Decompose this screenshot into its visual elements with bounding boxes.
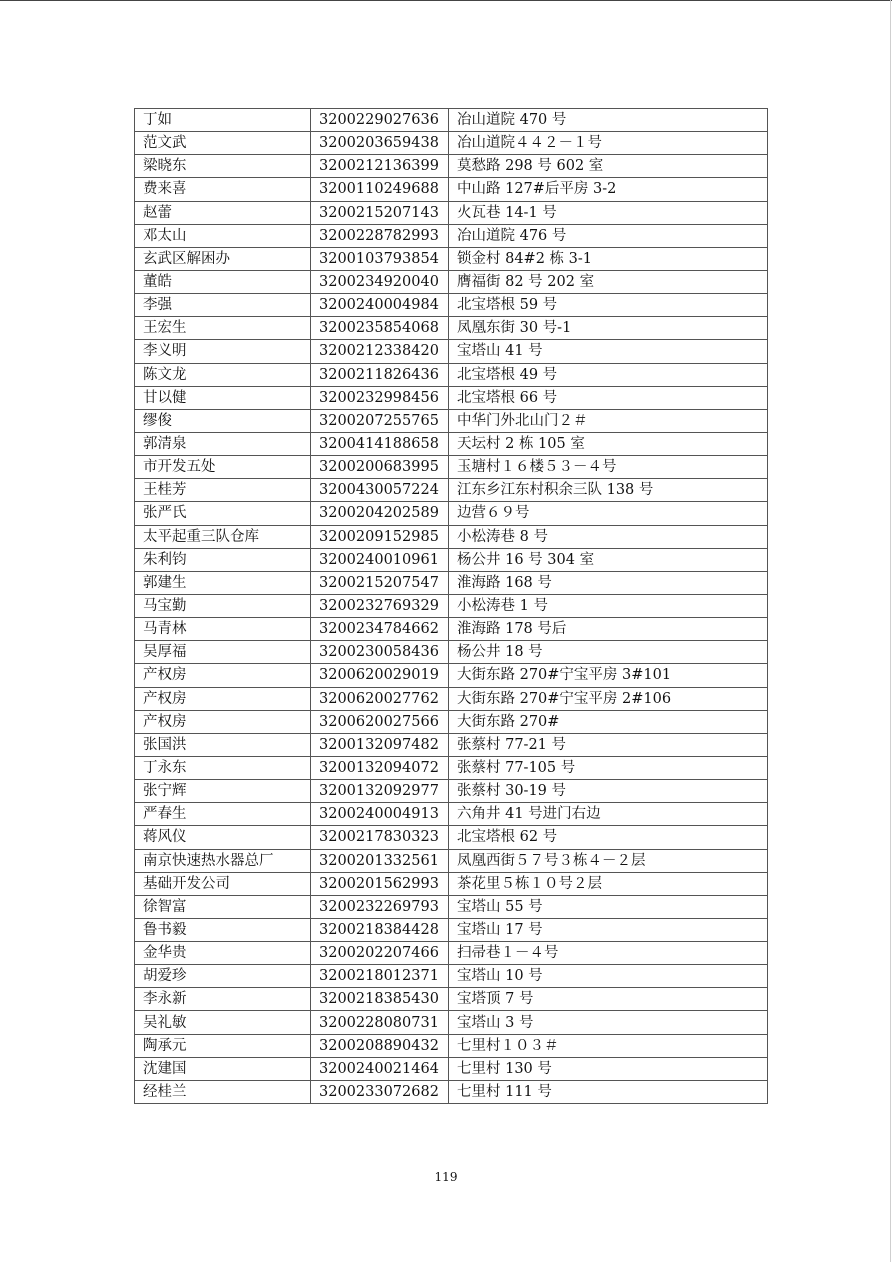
code-cell: 3200234920040 — [311, 270, 449, 293]
name-cell: 严春生 — [135, 803, 311, 826]
address-cell: 宝塔山 55 号 — [449, 895, 768, 918]
table-row — [135, 1034, 768, 1057]
table-row — [135, 340, 768, 363]
name-cell: 郭建生 — [135, 571, 311, 594]
address-cell: 边营６９号 — [449, 502, 768, 525]
name-cell: 范文武 — [135, 132, 311, 155]
name-cell: 产权房 — [135, 664, 311, 687]
code-cell: 3200202207466 — [311, 942, 449, 965]
table-row — [135, 224, 768, 247]
table-row — [135, 942, 768, 965]
code-cell: 3200103793854 — [311, 247, 449, 270]
address-cell: 六角井 41 号进门右边 — [449, 803, 768, 826]
records-table-body — [135, 109, 768, 1104]
table-row — [135, 317, 768, 340]
address-cell: 宝塔山 41 号 — [449, 340, 768, 363]
code-cell: 3200230058436 — [311, 641, 449, 664]
code-cell: 3200240010961 — [311, 548, 449, 571]
code-cell: 3200229027636 — [311, 109, 449, 132]
table-row — [135, 247, 768, 270]
code-cell: 3200414188658 — [311, 432, 449, 455]
table-row — [135, 178, 768, 201]
address-cell: 江东乡江东村积余三队 138 号 — [449, 479, 768, 502]
address-cell: 杨公井 16 号 304 室 — [449, 548, 768, 571]
name-cell: 缪俊 — [135, 409, 311, 432]
address-cell: 北宝塔根 49 号 — [449, 363, 768, 386]
address-cell: 玉塘村１６楼５３－４号 — [449, 456, 768, 479]
table-row — [135, 155, 768, 178]
name-cell: 丁永东 — [135, 756, 311, 779]
code-cell: 3200209152985 — [311, 525, 449, 548]
code-cell: 3200217830323 — [311, 826, 449, 849]
address-cell: 宝塔顶 7 号 — [449, 988, 768, 1011]
name-cell: 费来喜 — [135, 178, 311, 201]
name-cell: 陈文龙 — [135, 363, 311, 386]
table-row — [135, 1057, 768, 1080]
code-cell: 3200208890432 — [311, 1034, 449, 1057]
code-cell: 3200207255765 — [311, 409, 449, 432]
name-cell: 南京快速热水器总厂 — [135, 849, 311, 872]
address-cell: 凤凰西街５７号３栋４－２层 — [449, 849, 768, 872]
table-row — [135, 456, 768, 479]
name-cell: 丁如 — [135, 109, 311, 132]
name-cell: 市开发五处 — [135, 456, 311, 479]
table-row — [135, 270, 768, 293]
name-cell: 经桂兰 — [135, 1080, 311, 1103]
address-cell: 杨公井 18 号 — [449, 641, 768, 664]
table-row — [135, 803, 768, 826]
code-cell: 3200218384428 — [311, 918, 449, 941]
table-row — [135, 618, 768, 641]
address-cell: 七里村 130 号 — [449, 1057, 768, 1080]
table-row — [135, 432, 768, 455]
table-row — [135, 294, 768, 317]
name-cell: 鲁书毅 — [135, 918, 311, 941]
code-cell: 3200234784662 — [311, 618, 449, 641]
code-cell: 3200240004913 — [311, 803, 449, 826]
code-cell: 3200212136399 — [311, 155, 449, 178]
name-cell: 李永新 — [135, 988, 311, 1011]
right-border-line — [890, 0, 891, 1262]
address-cell: 大街东路 270# — [449, 710, 768, 733]
name-cell: 产权房 — [135, 687, 311, 710]
address-cell: 冶山道院４４２－１号 — [449, 132, 768, 155]
table-row — [135, 502, 768, 525]
table-row — [135, 895, 768, 918]
table-row — [135, 664, 768, 687]
table-row — [135, 826, 768, 849]
code-cell: 3200232269793 — [311, 895, 449, 918]
address-cell: 宝塔山 17 号 — [449, 918, 768, 941]
code-cell: 3200218385430 — [311, 988, 449, 1011]
code-cell: 3200212338420 — [311, 340, 449, 363]
address-cell: 宝塔山 10 号 — [449, 965, 768, 988]
table-row — [135, 733, 768, 756]
address-cell: 大街东路 270#宁宝平房 3#101 — [449, 664, 768, 687]
name-cell: 梁晓东 — [135, 155, 311, 178]
name-cell: 李强 — [135, 294, 311, 317]
code-cell: 3200201562993 — [311, 872, 449, 895]
code-cell: 3200240004984 — [311, 294, 449, 317]
table-row — [135, 109, 768, 132]
name-cell: 郭清泉 — [135, 432, 311, 455]
code-cell: 3200132097482 — [311, 733, 449, 756]
table-row — [135, 1011, 768, 1034]
address-cell: 膺福街 82 号 202 室 — [449, 270, 768, 293]
address-cell: 茶花里５栋１０号２层 — [449, 872, 768, 895]
code-cell: 3200215207143 — [311, 201, 449, 224]
records-table — [134, 108, 768, 1104]
name-cell: 吴厚福 — [135, 641, 311, 664]
code-cell: 3200218012371 — [311, 965, 449, 988]
address-cell: 凤凰东街 30 号-1 — [449, 317, 768, 340]
code-cell: 3200233072682 — [311, 1080, 449, 1103]
table-row — [135, 849, 768, 872]
name-cell: 甘以健 — [135, 386, 311, 409]
name-cell: 邓太山 — [135, 224, 311, 247]
table-row — [135, 641, 768, 664]
address-cell: 张蔡村 30-19 号 — [449, 780, 768, 803]
address-cell: 北宝塔根 66 号 — [449, 386, 768, 409]
name-cell: 徐智富 — [135, 895, 311, 918]
code-cell: 3200228782993 — [311, 224, 449, 247]
name-cell: 张国洪 — [135, 733, 311, 756]
address-cell: 宝塔山 3 号 — [449, 1011, 768, 1034]
table-row — [135, 201, 768, 224]
address-cell: 小松涛巷 1 号 — [449, 594, 768, 617]
page-number: 119 — [434, 1170, 458, 1184]
name-cell: 胡爱珍 — [135, 965, 311, 988]
table-row — [135, 1080, 768, 1103]
address-cell: 天坛村 2 栋 105 室 — [449, 432, 768, 455]
table-row — [135, 780, 768, 803]
address-cell: 锁金村 84#2 栋 3-1 — [449, 247, 768, 270]
name-cell: 王桂芳 — [135, 479, 311, 502]
name-cell: 基础开发公司 — [135, 872, 311, 895]
name-cell: 玄武区解困办 — [135, 247, 311, 270]
name-cell: 马青林 — [135, 618, 311, 641]
code-cell: 3200620027566 — [311, 710, 449, 733]
code-cell: 3200110249688 — [311, 178, 449, 201]
table-row — [135, 988, 768, 1011]
table-row — [135, 710, 768, 733]
name-cell: 张宁辉 — [135, 780, 311, 803]
table-row — [135, 965, 768, 988]
address-cell: 莫愁路 298 号 602 室 — [449, 155, 768, 178]
table-row — [135, 479, 768, 502]
name-cell: 金华贵 — [135, 942, 311, 965]
address-cell: 淮海路 168 号 — [449, 571, 768, 594]
address-cell: 七里村１０３＃ — [449, 1034, 768, 1057]
code-cell: 3200211826436 — [311, 363, 449, 386]
address-cell: 扫帚巷１－４号 — [449, 942, 768, 965]
code-cell: 3200240021464 — [311, 1057, 449, 1080]
code-cell: 3200620027762 — [311, 687, 449, 710]
name-cell: 朱利钧 — [135, 548, 311, 571]
code-cell: 3200203659438 — [311, 132, 449, 155]
table-row — [135, 687, 768, 710]
name-cell: 李义明 — [135, 340, 311, 363]
address-cell: 冶山道院 470 号 — [449, 109, 768, 132]
code-cell: 3200232769329 — [311, 594, 449, 617]
name-cell: 董皓 — [135, 270, 311, 293]
table-row — [135, 363, 768, 386]
address-cell: 淮海路 178 号后 — [449, 618, 768, 641]
code-cell: 3200620029019 — [311, 664, 449, 687]
code-cell: 3200200683995 — [311, 456, 449, 479]
address-cell: 小松涛巷 8 号 — [449, 525, 768, 548]
address-cell: 大街东路 270#宁宝平房 2#106 — [449, 687, 768, 710]
code-cell: 3200132094072 — [311, 756, 449, 779]
name-cell: 张严氏 — [135, 502, 311, 525]
name-cell: 赵蕾 — [135, 201, 311, 224]
address-cell: 冶山道院 476 号 — [449, 224, 768, 247]
address-cell: 中山路 127#后平房 3-2 — [449, 178, 768, 201]
name-cell: 产权房 — [135, 710, 311, 733]
table-row — [135, 571, 768, 594]
address-cell: 北宝塔根 62 号 — [449, 826, 768, 849]
table-row — [135, 548, 768, 571]
name-cell: 王宏生 — [135, 317, 311, 340]
table-row — [135, 918, 768, 941]
table-row — [135, 386, 768, 409]
table-row — [135, 132, 768, 155]
address-cell: 火瓦巷 14-1 号 — [449, 201, 768, 224]
address-cell: 张蔡村 77-105 号 — [449, 756, 768, 779]
table-row — [135, 409, 768, 432]
code-cell: 3200132092977 — [311, 780, 449, 803]
name-cell: 陶承元 — [135, 1034, 311, 1057]
name-cell: 吴礼敏 — [135, 1011, 311, 1034]
table-row — [135, 525, 768, 548]
code-cell: 3200201332561 — [311, 849, 449, 872]
code-cell: 3200204202589 — [311, 502, 449, 525]
name-cell: 太平起重三队仓库 — [135, 525, 311, 548]
name-cell: 沈建国 — [135, 1057, 311, 1080]
code-cell: 3200232998456 — [311, 386, 449, 409]
address-cell: 张蔡村 77-21 号 — [449, 733, 768, 756]
code-cell: 3200235854068 — [311, 317, 449, 340]
code-cell: 3200215207547 — [311, 571, 449, 594]
name-cell: 蒋风仪 — [135, 826, 311, 849]
table-row — [135, 594, 768, 617]
address-cell: 北宝塔根 59 号 — [449, 294, 768, 317]
table-row — [135, 756, 768, 779]
code-cell: 3200228080731 — [311, 1011, 449, 1034]
address-cell: 中华门外北山门２＃ — [449, 409, 768, 432]
code-cell: 3200430057224 — [311, 479, 449, 502]
name-cell: 马宝勤 — [135, 594, 311, 617]
top-border-line — [0, 0, 892, 1]
table-row — [135, 872, 768, 895]
address-cell: 七里村 111 号 — [449, 1080, 768, 1103]
